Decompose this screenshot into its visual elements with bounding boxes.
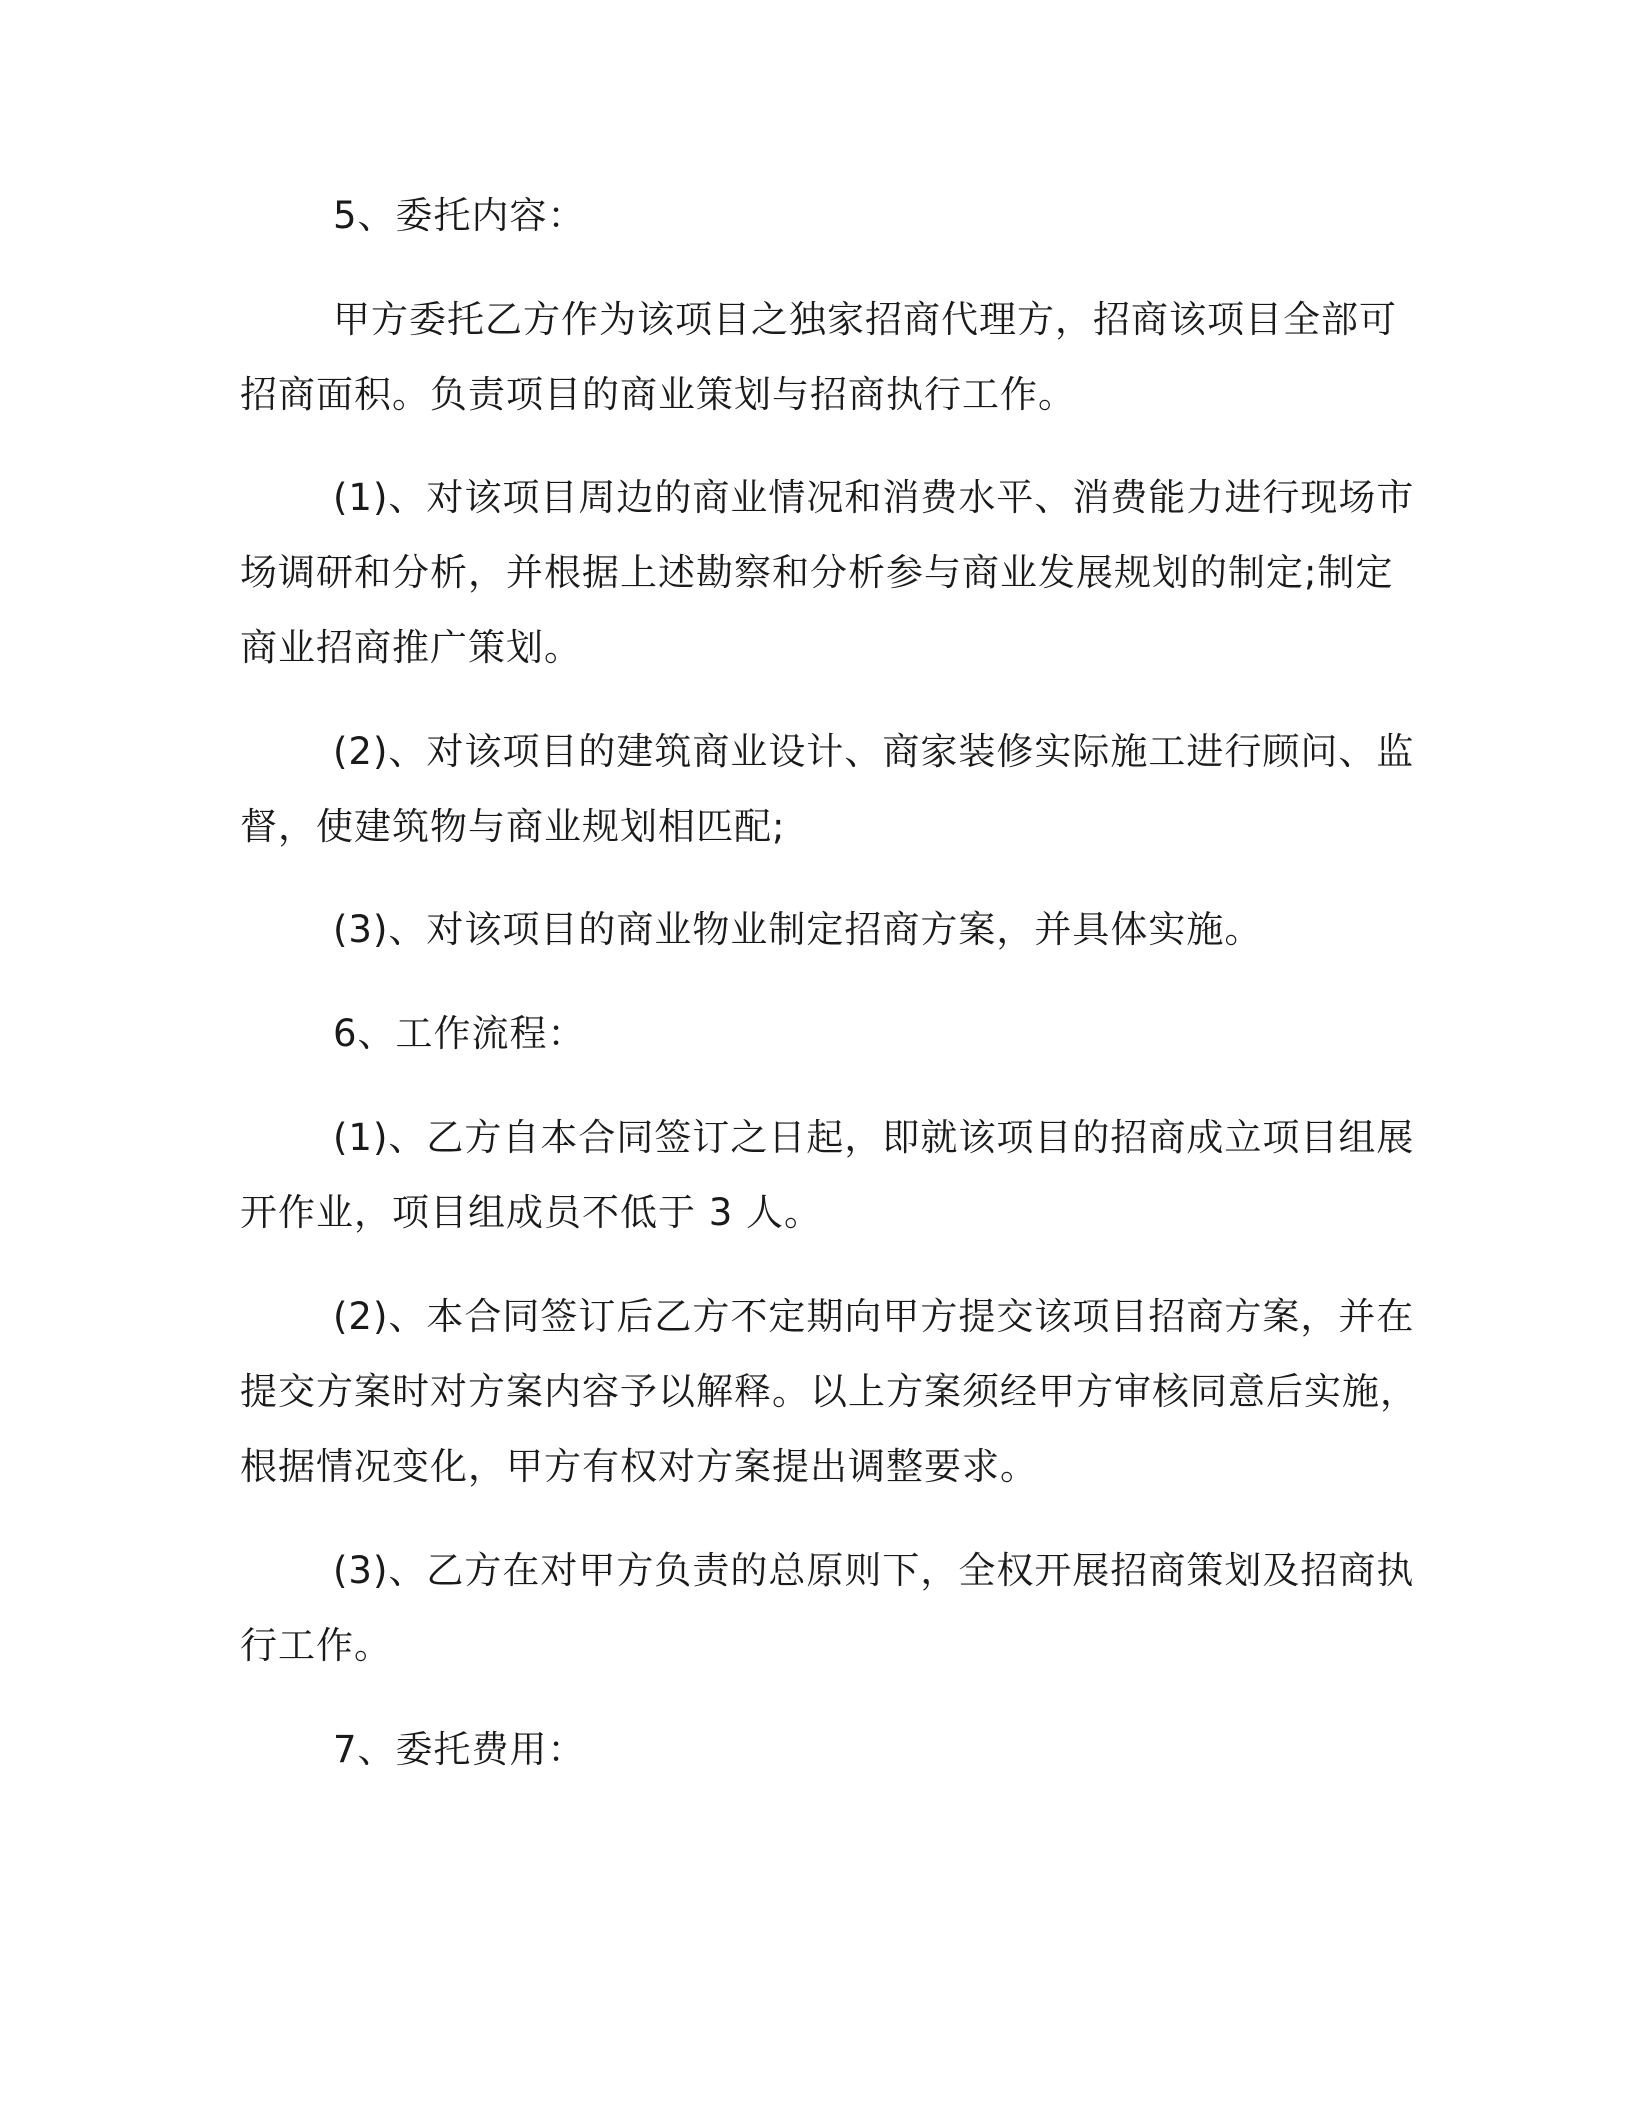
- list-item-line: (3)、乙方在对甲方负责的总原则下，全权开展招商策划及招商执: [333, 1549, 1415, 1592]
- list-item-line: 根据情况变化，甲方有权对方案提出调整要求。: [240, 1445, 1038, 1488]
- list-item-line: 提交方案时对方案内容予以解释。以上方案须经甲方审核同意后实施，: [240, 1370, 1418, 1413]
- list-item-line: 督，使建筑物与商业规划相匹配;: [240, 805, 786, 848]
- list-item-line: 开作业，项目组成员不低于 3 人。: [240, 1191, 823, 1234]
- list-item-line: 商业招商推广策划。: [240, 626, 582, 669]
- paragraph-line: 招商面积。负责项目的商业策划与招商执行工作。: [240, 373, 1076, 416]
- list-item-line: (1)、对该项目周边的商业情况和消费水平、消费能力进行现场市: [333, 476, 1415, 519]
- list-item-line: (3)、对该项目的商业物业制定招商方案，并具体实施。: [333, 908, 1263, 951]
- list-item-line: 行工作。: [240, 1624, 392, 1667]
- paragraph-line: 甲方委托乙方作为该项目之独家招商代理方，招商该项目全部可: [333, 298, 1397, 341]
- list-item-line: (2)、本合同签订后乙方不定期向甲方提交该项目招商方案，并在: [333, 1295, 1415, 1338]
- list-item-line: (1)、乙方自本合同签订之日起，即就该项目的招商成立项目组展: [333, 1116, 1415, 1159]
- section-heading-5: 5、委托内容：: [333, 194, 586, 237]
- section-heading-7: 7、委托费用：: [333, 1728, 586, 1771]
- list-item-line: (2)、对该项目的建筑商业设计、商家装修实际施工进行顾问、监: [333, 730, 1415, 773]
- section-heading-6: 6、工作流程：: [333, 1012, 586, 1055]
- list-item-line: 场调研和分析，并根据上述勘察和分析参与商业发展规划的制定;制定: [240, 551, 1394, 594]
